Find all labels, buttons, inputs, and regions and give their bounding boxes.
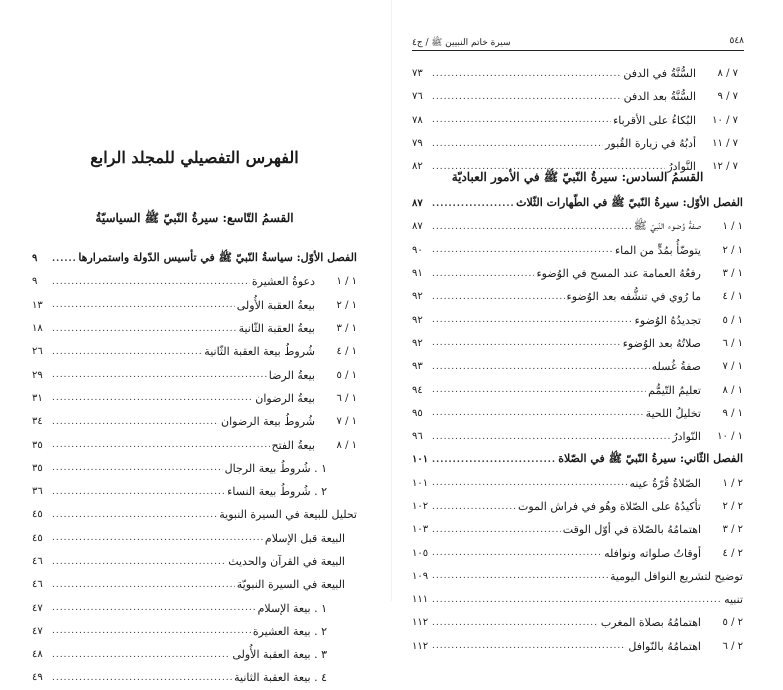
toc-list-continued: [412, 62, 738, 178]
leader-dots: [52, 347, 202, 357]
leader-dots: [432, 245, 613, 255]
leader-dots: [432, 548, 602, 558]
leader-dots: [432, 199, 514, 209]
toc-entry[interactable]: ١ / ٨ بيعةُ الفتح ..... ٣٥: [32, 433, 357, 456]
leader-dots: [432, 69, 621, 79]
running-title: سيرة خاتم النبيين ﷺ / ج٤: [412, 38, 511, 48]
toc-entry[interactable]: ٢ / ٤ أوقاتُ صلواته ونوافله ..... ١٠٥: [412, 541, 743, 564]
toc-subentry[interactable]: ٢ . بيعة العشيرة ..... ٤٧: [32, 620, 357, 643]
toc-subentry[interactable]: ١ . شُروطُ بيعة الرجال ..... ٣٥: [32, 457, 357, 480]
leader-dots: [432, 595, 722, 605]
leader-dots: [52, 277, 250, 287]
toc-entry[interactable]: ٢ / ٥ اهتمامُهُ بصلاة المغرب ..... ١١٢: [412, 611, 743, 634]
toc-entry[interactable]: ١ / ٩ تخليلُ اللحية ..... ٩٥: [412, 402, 743, 425]
toc-subentry[interactable]: البيعة في القرآن والحديث ..... ٤٦: [32, 550, 357, 573]
leader-dots: [432, 525, 561, 535]
toc-entry[interactable]: ١ / ٣ رفعُهُ العمامة عند المسح في الوُضوء ..... ٩١: [412, 262, 743, 285]
leader-dots: [52, 603, 256, 613]
leader-dots: [52, 300, 235, 310]
toc-entry[interactable]: ١ / ٢ يتوضّأُ بمُدٍّ من الماء ..... ٩٠: [412, 239, 743, 262]
leader-dots: [432, 408, 644, 418]
leader-dots: [52, 393, 253, 403]
toc-entry[interactable]: ٧ / ١١ أدبُهُ في زيارة القُبور ..... ٧٩: [412, 132, 738, 155]
leader-dots: [432, 478, 628, 488]
toc-entry[interactable]: ١ / ٧ صفةُ غُسله ..... ٩٣: [412, 355, 743, 378]
toc-entry[interactable]: ١ / ٤ شُروطُ بيعة العقبة الثّانية ..... ٢٦: [32, 340, 357, 363]
leader-dots: [432, 455, 556, 465]
toc-subentry[interactable]: ١ . بيعة الإسلام ..... ٤٧: [32, 596, 357, 619]
toc-entry[interactable]: ٢ / ٢ تأكيدُهُ على الصّلاة وهُو في فراش الموت ..... ١٠٢: [412, 495, 743, 518]
leader-dots: [52, 324, 237, 334]
toc-entry[interactable]: ٧ / ٨ السُّنَّةُ في الدفن ..... ٧٣: [412, 62, 738, 85]
leader-dots: [432, 292, 565, 302]
leader-dots: [432, 385, 646, 395]
leader-dots: [52, 533, 263, 543]
toc-entry[interactable]: ١ / ٣ بيعةُ العقبة الثّانية ..... ١٨: [32, 317, 357, 340]
toc-entry[interactable]: ٧ / ١٠ البُكاءُ على الأقرباء ..... ٧٨: [412, 109, 738, 132]
toc-entry[interactable]: ١ / ٧ شُروطُ بيعة الرضوان ..... ٣٤: [32, 410, 357, 433]
leader-dots: [52, 254, 76, 264]
toc-chapter[interactable]: الفصل الثّاني: سيرةُ النّبيّ ﷺ في الصّلاة ..... ١٠١: [412, 448, 743, 471]
toc-entry[interactable]: ١ / ٤ ما رُوي في تنشُّفه بعد الوُضوء ..... ٩٢: [412, 285, 743, 308]
leader-dots: [52, 626, 251, 636]
toc-entry[interactable]: ١ / ٦ بيعةُ الرضوان ..... ٣١: [32, 387, 357, 410]
toc-entry[interactable]: ٢ / ١ الصّلاةُ قُرّةُ عينه ..... ١٠١: [412, 472, 743, 495]
toc-subentry[interactable]: البيعة قبل الإسلام ..... ٤٥: [32, 527, 357, 550]
page-number: ٥٤٨: [729, 36, 744, 46]
right-page: [392, 0, 783, 653]
leader-dots: [432, 618, 599, 628]
leader-dots: [432, 338, 621, 348]
toc-chapter[interactable]: توضيح لتشريع النوافل اليومية ..... ١٠٩: [412, 565, 743, 588]
leader-dots: [52, 370, 267, 380]
toc-entry[interactable]: ١ / ١٠ النّوادرُ ..... ٩٦: [412, 425, 743, 448]
leader-dots: [52, 673, 232, 683]
toc-list-section-six: [412, 192, 743, 658]
leader-dots: [52, 440, 270, 450]
toc-chapter[interactable]: تنبيه ..... ١١١: [412, 588, 743, 611]
leader-dots: [52, 557, 226, 567]
section-heading: القسمُ السادس: سيرةُ النّبيّ ﷺ في الأمور العباديّة: [451, 170, 704, 184]
leader-dots: [432, 571, 608, 581]
toc-entry[interactable]: ١ / ٨ تعليمُ التّيمُّم ..... ٩٤: [412, 378, 743, 401]
leader-dots: [432, 315, 633, 325]
leader-dots: [432, 502, 516, 512]
leader-dots: [432, 222, 632, 232]
leader-dots: [432, 362, 650, 372]
toc-chapter[interactable]: الفصل الأوّل: سيرةُ النّبيّ ﷺ في الطّهارات الثّلاث ..... ٨٧: [412, 192, 743, 215]
toc-list-section-nine: [32, 247, 357, 690]
leader-dots: [52, 510, 217, 520]
toc-subentry[interactable]: ٢ . شُروطُ بيعة النساء ..... ٣٦: [32, 480, 357, 503]
toc-entry[interactable]: ١ / ٢ بيعةُ العقبة الأُولى ..... ١٣: [32, 294, 357, 317]
leader-dots: [432, 115, 611, 125]
toc-entry[interactable]: ٧ / ٩ السُّنَّةُ بعد الدفن ..... ٧٦: [412, 85, 738, 108]
leader-dots: [432, 432, 670, 442]
running-header: [412, 36, 744, 51]
toc-entry[interactable]: ٧ / ١٢ النَّوادرُ ..... ٨٢: [412, 155, 738, 178]
toc-subentry[interactable]: البيعة في السيرة النبويّة ..... ٤٦: [32, 573, 357, 596]
toc-entry[interactable]: ١ / ٦ صلاتُهُ بعد الوُضوء ..... ٩٢: [412, 332, 743, 355]
toc-entry[interactable]: ٢ / ٦ اهتمامُهُ بالنّوافل ..... ١١٢: [412, 635, 743, 658]
leader-dots: [52, 417, 219, 427]
leader-dots: [432, 641, 626, 651]
toc-entry[interactable]: ١ / ١ صفةُ وُضوء النّبيّ ﷺ ..... ٨٧: [412, 215, 743, 238]
toc-entry[interactable]: ١ / ٥ تجديدُهُ الوُضوء ..... ٩٢: [412, 308, 743, 331]
volume-title: الفهرس التفصيلي للمجلد الرابع: [90, 148, 299, 167]
leader-dots: [52, 463, 223, 473]
toc-subentry[interactable]: ٣ . بيعة العقبة الأُولى ..... ٤٨: [32, 643, 357, 666]
leader-dots: [52, 650, 230, 660]
section-heading: القسمُ التّاسع: سيرةُ النّبيّ ﷺ السياسيّةُ: [95, 211, 294, 225]
toc-entry[interactable]: ١ / ٥ بيعةُ الرضا ..... ٢٩: [32, 363, 357, 386]
leader-dots: [432, 92, 622, 102]
toc-chapter[interactable]: تحليل للبيعة في السيرة النبوية ..... ٤٥: [32, 503, 357, 526]
toc-entry[interactable]: ٢ / ٣ اهتمامُهُ بالصّلاة في أوّل الوقت ..... ١٠٣: [412, 518, 743, 541]
leader-dots: [52, 487, 225, 497]
leader-dots: [432, 139, 603, 149]
toc-subentry[interactable]: ٤ . بيعة العقبة الثانية ..... ٤٩: [32, 666, 357, 689]
leader-dots: [52, 580, 235, 590]
toc-entry[interactable]: ١ / ١ دعوةُ العشيرة ..... ٩: [32, 270, 357, 293]
leader-dots: [432, 269, 534, 279]
toc-chapter[interactable]: الفصل الأوّل: سياسةُ النّبيّ ﷺ في تأسيس الدّولة واستمرارها ..... ٩: [32, 247, 357, 270]
left-page: [0, 0, 392, 685]
